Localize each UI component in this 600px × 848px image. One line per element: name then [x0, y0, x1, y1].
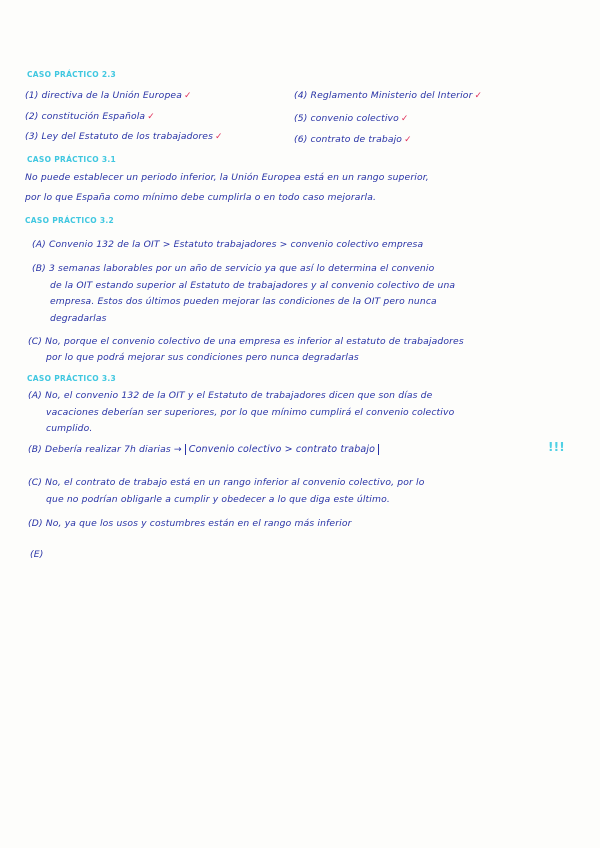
- margin-note: !!!: [548, 440, 565, 454]
- heading-caso-3-2: CASO PRÁCTICO 3.2: [25, 216, 115, 225]
- answer-line: No puede establecer un periodo inferior, la Unión Europea está en un rango superior,: [25, 172, 429, 183]
- answer-b: (B) 3 semanas laborables por un año de servicio ya que así lo determina el convenio: [32, 263, 435, 274]
- list-item: [294, 134, 412, 145]
- heading-caso-2-3: CASO PRÁCTICO 2.3: [27, 70, 117, 79]
- check-icon: ✓: [474, 91, 483, 101]
- list-item: [294, 90, 482, 101]
- list-item: [25, 111, 155, 122]
- answer-b-text: (B) Debería realizar 7h diarias →: [28, 444, 182, 455]
- answer-line: por lo que España como mínimo debe cumplirla o en todo caso mejorarla.: [25, 192, 377, 203]
- answer-d: (D) No, ya que los usos y costumbres están en el rango más inferior: [28, 518, 352, 529]
- item-text: (2) constitución Española: [25, 111, 146, 122]
- heading-caso-3-3: CASO PRÁCTICO 3.3: [27, 374, 117, 383]
- check-icon: ✓: [215, 132, 223, 142]
- list-item: [25, 131, 223, 142]
- answer-a-cont: vacaciones deberían ser superiores, por lo que mínimo cumplirá el convenio colectivo: [46, 407, 455, 418]
- answer-b-cont: de la OIT estando superior al Estatuto de trabajadores y al convenio colectivo de una: [50, 280, 456, 291]
- answer-e: (E): [30, 549, 44, 560]
- check-icon: ✓: [400, 114, 409, 124]
- check-icon: ✓: [147, 112, 155, 122]
- hierarchy-box: Convenio colectivo > contrato trabajo: [185, 444, 379, 455]
- answer-a: (A) No, el convenio 132 de la OIT y el Estatuto de trabajadores dicen que son días de: [28, 390, 433, 401]
- list-item: [294, 113, 409, 124]
- answer-c: (C) No, el contrato de trabajo está en un rango inferior al convenio colectivo, por lo: [28, 477, 425, 488]
- item-text: (1) directiva de la Unión Europea: [25, 90, 183, 101]
- answer-c-cont: por lo que podrá mejorar sus condiciones pero nunca degradarlas: [46, 352, 359, 363]
- heading-caso-3-1: CASO PRÁCTICO 3.1: [27, 155, 117, 164]
- answer-a-cont: cumplido.: [46, 423, 93, 434]
- check-icon: ✓: [184, 91, 192, 101]
- answer-c: (C) No, porque el convenio colectivo de una empresa es inferior al estatuto de trabajadores: [28, 336, 464, 347]
- check-icon: ✓: [404, 135, 412, 145]
- item-text: (4) Reglamento Ministerio del Interior: [294, 90, 473, 101]
- answer-a: (A) Convenio 132 de la OIT > Estatuto trabajadores > convenio colectivo empresa: [32, 239, 424, 250]
- item-text: (6) contrato de trabajo: [294, 134, 403, 145]
- answer-c-cont: que no podrían obligarle a cumplir y obedecer a lo que diga este último.: [46, 494, 390, 505]
- item-text: (5) convenio colectivo: [294, 113, 399, 124]
- answer-b: [28, 444, 379, 455]
- answer-b-cont: empresa. Estos dos últimos pueden mejorar las condiciones de la OIT pero nunca: [50, 296, 437, 307]
- answer-b-cont: degradarlas: [50, 313, 107, 324]
- item-text: (3) Ley del Estatuto de los trabajadores: [25, 131, 214, 142]
- list-item: [25, 90, 192, 101]
